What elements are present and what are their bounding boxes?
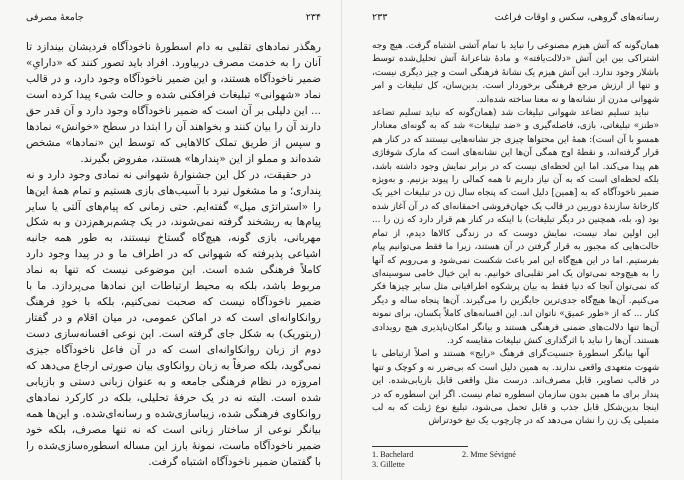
right-page-body (372, 40, 659, 429)
right-page (342, 0, 684, 480)
right-page-number: ۲۳۳ (372, 12, 388, 23)
paragraph: نباید تسلیم تضاعد شهوانی تبلیغات شد (همان‌گونه که نباید تسلیم تضاعد «طنز» تبلیغاتی، بازی، فاصله‌گیری و «ضد تبلیغات» شد که به گونه‌ای معنادار همسو با آن است): همهٔ این محتواها چیزی جز نشانه‌هایی نیستند که در کنار هم قرار گرفته‌اند، و نقطهٔ اوج همگی آن‌ها این نشانه‌های است که مارک شوفاژی هم پیدا می‌کند. اما این لحظه‌ای نیست که در برابر نمایش وجود داشته باشد، بلکه لحظه‌ای است که به آن نیاز داریم تا همه کمالی را پیوند بزنیم. و به‌ویژه ضمیر ناخودآگاه که به [همین] دلیل است که پنجاه سال زن در تبلیغات اخیر یک کارخانهٔ سازندهٔ دوربین در قالب یک جهان‌فروشی احمقانه‌ای که در آن آغاز شده بود (و، بله، همچنین در دیگر تبلیغات) با اینکه در کنار هم قرار دارد که زن را ... این اولین نماد نیست، نمایش دوست که در زندگی کالاها دیدم، از تمام حالت‌هایی که مجبور به قرار گرفتن در آن هستند، زیرا ما فقط می‌توانیم پیام بفرستیم. اما در این هیچ‌گاه این امر باعث شکست نمی‌شود و می‌رویم که آنها را به هیچ‌وجه نمی‌توان یک امر تقلبی‌ای خوانیم. به این خیال خامی سوسینه‌ای که نمی‌توان آنجا که دنیا فقط به بیان پرشکوه اطرافیانی مثل سایر چیزها فکر می‌کنیم. آن‌ها هیچ‌گاه جدی‌ترین جایگزین را می‌گیرند. آن‌ها پنجاه ساله و دیگر کنار ... که از «طور عمیق» ناتوان اند. این افسانه‌های کاملاً یکسان، برای نمونه آن‌ها تنها دلالت‌های ضمنی فرهنگی هستند و بیانگر امکان‌ناپذیری هیچ رویدادی هستند. آن‌ها را نباید با اثرگذاری کنش تبلیغات مقایسه کرد. (372, 108, 659, 346)
footnote-item: 1. Bachelard (372, 450, 414, 459)
paragraph: آنها بیانگر اسطورهٔ جنسیت‌گرای فرهنگ «رایج» هستند و اصلاً ارتباطی با شهوت متعهدی واقعی ندارند. به همین دلیل است که بی‌ضرر نه و کوچک و تنها در قالب تصاویر، قابل مصرف‌اند. درست مثل واقعی قابل بازیابی‌شده. این پندار برای ما همین بدون سازمان اسطوره تمام نیست. اگر این اسطوره که در اینجا بدین‌شکل قابل جذب و قابل تحمل می‌شود، تبلیغ نوع ژیلت که به لب متمیلی یک زن را نشان می‌دهد که در چارچوب یک تیغ خودتراش (372, 349, 659, 427)
paragraph: در حقیقت، در کل این جشنوارهٔ شهوانی نه نمادی وجود دارد و نه پنداری؛ و ما مشغول نیرد با آسیب‌های بازی هستیم و تمام همهٔ این‌ها را «استراتژی میل» گفته‌ایم. حتی زمانی که پیام‌های آلتی یا سایر پیام‌ها به ربشخند گرفته نمی‌شوند، در یک چشم‌برهم‌زدن و به شکل مهربانی، بازی گونه، هیچ‌گاه گستاخ نیستند، به طور همه جانبه اشیاعی پذیرفته که شهوانی که در اطراف ما و در پیدا وجود دارد کاملاً فرهنگی شده است. این موضوعی نیست که تنها به نماد مربوط باشد، بلکه به محیط ارتباطات این نمادها می‌پردازد. ما با ضمیر ناخودآگاه نیست که صحبت نمی‌کنیم، بلکه با خودِ فرهنگ روانکاوانه‌ای است که در اماکن عمومی، در میان اقلام و در گفتار (ربتوریک) به شکل جای گرفته است. این نوعی افسانه‌سازی دست دوم از زبان روانکاوانه‌ای است که در آن فاعل ناخودآگاه جیزی نمی‌گوید، بلکه صرفاً به زبان روانکاوی بیان صورتی ارجاع می‌دهد که امروزه در نظام فرهنگی جامعه و به عنوان زبانی دستی و بازیابی شده است. البته نه در یک حرفهٔ تحلیلی، بلکه در کارکرد نمادهای روانکاوی فرهنگی شده، زیباسازی‌شده و رسانه‌ای‌شده. و این‌ها همه بیانگر نوعی از ساختار زبانی است که نه تنها مصرف، بلکه خود ضمیر ناخودآگاه ماست، نمونهٔ بارز این مساله اسطوره‌سازی‌شده را با گفتمان ضمیر ناخودآگاه اشتباه گرفت. (26, 168, 321, 468)
footnote-rule (372, 446, 468, 447)
footnotes (372, 450, 572, 470)
paragraph: همان‌گونه که آتش هیزم مصنوعی را نباید با تمام آتشی اشتباه گرفت. هیچ وجه اشتراکی بین این آتش «دلالت‌یافته» و مادهٔ شاعرانهٔ آتش تحلیل‌شده توسط باشلار وجود ندارد. این آتش هیزم یک نشانهٔ فرهنگی است و چیز دیگری نیست، و تنها از ارزش مرجع فرهنگی برخوردار است. بدین‌سان، کل تبلیغات و امر شهوانی مدرن از نشانه‌ها و نه معنا ساخته شده‌اند. (372, 41, 659, 105)
paragraph: رهگذر نمادهای تقلبی به دام اسطورهٔ ناخودآگاه فردیشان بیندازد تا آنان را به خدمت مصرف دربیاورد. افراد باید تصور کنند که «دارایِ» ضمیر ناخودآگاه هستند، و این ضمیر ناخودآگاه وجود دارد، و در قالب نماد «شهوانی» تبلیغات فرافکنی شده و حالت شیء پیدا کرده است ... این دلیلی بر آن است که ضمیر ناخودآگاه وجود دارد و آن قدر حق دارند آن را بیان کنند و بخواهند آن را ابتدا در سطح «خوانش» نمادها و سپس از طریق تملک کالاهایی که توسط این «نمادها» مشخص شده‌اند و مملو از این «پندارها» هستند، مفروض بگیرند. (26, 41, 321, 165)
left-page-header (26, 12, 321, 26)
right-running-head: رسانه‌های گروهی، سکس و اوقات فراغت (494, 12, 659, 23)
right-page-header (372, 12, 659, 26)
footnote-item: 3. Gillette (372, 460, 405, 469)
left-page-body (26, 40, 321, 471)
left-running-head: جامعهٔ مصرفی (26, 12, 84, 23)
footnote-item: 2. Mme Sévigné (462, 450, 516, 459)
left-page-number: ۲۳۴ (305, 12, 321, 23)
